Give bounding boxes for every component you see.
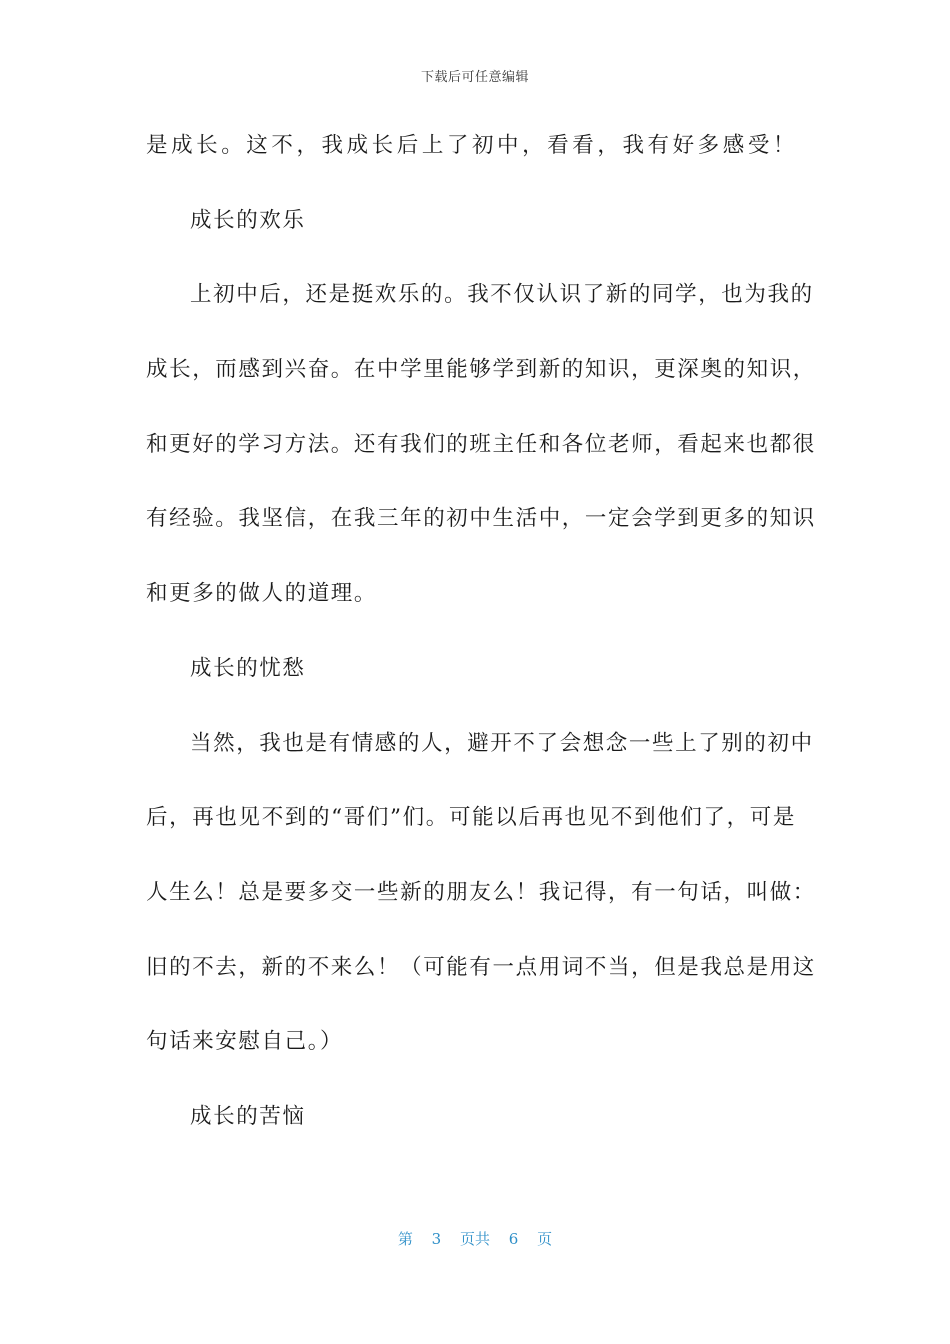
page-label-prefix: 第 — [397, 1230, 413, 1248]
paragraph-line: 后，再也见不到的“哥们”们。可能以后再也见不到他们了，可是 — [146, 805, 796, 831]
section-heading-sorrow: 成长的忧愁 — [190, 655, 306, 681]
page-label-mid: 页共 — [459, 1230, 490, 1248]
paragraph-line: 有经验。我坚信，在我三年的初中生活中，一定会学到更多的知识 — [146, 506, 816, 532]
paragraph-line: 是成长。这不，我成长后上了初中，看看，我有好多感受！ — [146, 133, 796, 158]
paragraph-line: 句话来安慰自己。） — [146, 1029, 344, 1055]
paragraph-line: 上初中后，还是挺欢乐的。我不仅认识了新的同学，也为我的 — [190, 282, 814, 308]
section-heading-joy: 成长的欢乐 — [190, 207, 306, 233]
paragraph-line: 和更好的学习方法。还有我们的班主任和各位老师，看起来也都很 — [146, 431, 816, 457]
page-footer — [0, 1228, 950, 1249]
page-label-suffix: 页 — [537, 1230, 553, 1248]
paragraph-line: 旧的不去，新的不来么！（可能有一点用词不当，但是我总是用这 — [146, 954, 816, 980]
paragraph-line: 成长，而感到兴奋。在中学里能够学到新的知识，更深奥的知识， — [146, 357, 816, 383]
section-heading-worry: 成长的苦恼 — [190, 1103, 306, 1129]
current-page-number: 3 — [431, 1230, 442, 1248]
document-body — [146, 122, 816, 1168]
paragraph-line: 当然，我也是有情感的人，避开不了会想念一些上了别的初中 — [190, 730, 814, 756]
paragraph-line: 人生么！总是要多交一些新的朋友么！我记得，有一句话，叫做： — [146, 879, 816, 905]
total-pages-number: 6 — [508, 1230, 519, 1248]
page-header: 下载后可任意编辑 — [420, 70, 529, 85]
paragraph-line: 和更多的做人的道理。 — [146, 581, 378, 607]
